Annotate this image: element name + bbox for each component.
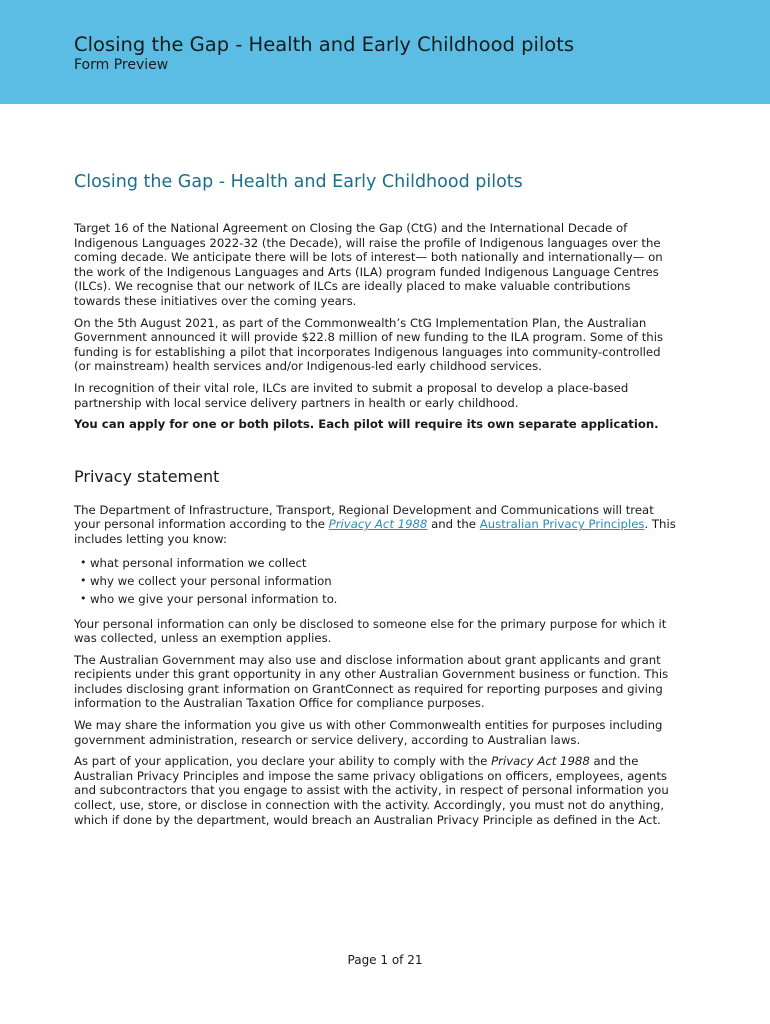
privacy-p1-text-between: and the [427, 517, 480, 532]
bullet-glyph: • [80, 591, 87, 605]
page-title: Closing the Gap - Health and Early Childhood pilots [74, 172, 523, 192]
privacy-p1-text-before: The Department of Infrastructure, Transport, Regional Development and Communications will treat your personal information according to the [74, 502, 654, 532]
privacy-paragraph-4: We may share the information you give us with other Commonwealth entities for purposes including government administration, research or service delivery, according to Australian laws. [74, 718, 663, 747]
privacy-paragraph-1 [74, 503, 680, 547]
privacy-act-link[interactable] [329, 517, 428, 531]
bullet-text: who we give your personal information to. [90, 591, 338, 606]
list-item [80, 554, 680, 572]
list-item [80, 572, 680, 590]
intro-bold-note: You can apply for one or both pilots. Each pilot will require its own separate application. [74, 417, 659, 432]
privacy-act-link-text: Privacy Act 1988 [328, 517, 428, 532]
bullet-text: why we collect your personal information [90, 573, 332, 588]
page-number: Page 1 of 21 [347, 953, 423, 967]
bullet-text: what personal information we collect [90, 555, 307, 570]
bullet-glyph: • [80, 573, 87, 587]
form-content [74, 170, 680, 834]
privacy-paragraph-5 [74, 754, 680, 827]
privacy-p5-text-after: and the Australian Privacy Principles and impose the same privacy obligations on officers, employees, agents and subcontractors that you engage to assist with the activity, in respect of personal information you collect, use, store, or disclose in connection with the activity. Accordingly, you must not do anything, which if done by the department, would breach an Australian Privacy Principle as defined in the Act. [74, 754, 669, 827]
intro-paragraph-3: In recognition of their vital role, ILCs are invited to submit a proposal to develop a place-based partnership with local service delivery partners in health or early childhood. [74, 380, 629, 410]
bullet-glyph: • [80, 555, 87, 569]
intro-paragraph-2: On the 5th August 2021, as part of the Commonwealth’s CtG Implementation Plan, the Australian Government announced it will provide $22.8 million of new funding to the ILA program. Some of this funding is for establishing a pilot that incorporates Indigenous languages into community-controlled (or mainstream) health services and/or Indigenous-led early childhood services. [74, 315, 664, 374]
privacy-p1-text-after: . This includes letting you know: [74, 517, 676, 546]
privacy-statement-heading: Privacy statement [74, 466, 220, 486]
list-item [80, 590, 680, 608]
header-title: Closing the Gap - Health and Early Childhood pilots [74, 33, 575, 56]
header-subtitle: Form Preview [74, 57, 169, 73]
privacy-p5-emphasis: Privacy Act 1988 [491, 754, 590, 769]
australian-privacy-principles-link[interactable]: Australian Privacy Principles [479, 517, 645, 532]
privacy-paragraph-3: The Australian Government may also use and disclose information about grant applicants and grant recipients under this grant opportunity in any other Australian Government business or function. This includes disclosing grant information on GrantConnect as required for reporting purposes and giving information to the Australian Taxation Office for compliance purposes. [74, 652, 669, 711]
privacy-p5-text-before: As part of your application, you declare your ability to comply with the [74, 754, 492, 769]
intro-paragraph-1: Target 16 of the National Agreement on Closing the Gap (CtG) and the International Decade of Indigenous Languages 2022-32 (the Decade), will raise the profile of Indigenous languages over the coming decade. We anticipate there will be lots of interest— both nationally and internationally— on the work of the Indigenous Languages and Arts (ILA) program funded Indigenous Language Centres (ILCs). We recognise that our network of ILCs are ideally placed to make valuable contributions towards these initiatives over the coming years. [74, 221, 663, 308]
form-header [0, 0, 770, 104]
privacy-paragraph-2: Your personal information can only be disclosed to someone else for the primary purpose for which it was collected, unless an exemption applies. [74, 616, 667, 646]
privacy-bullet-list [74, 554, 680, 608]
